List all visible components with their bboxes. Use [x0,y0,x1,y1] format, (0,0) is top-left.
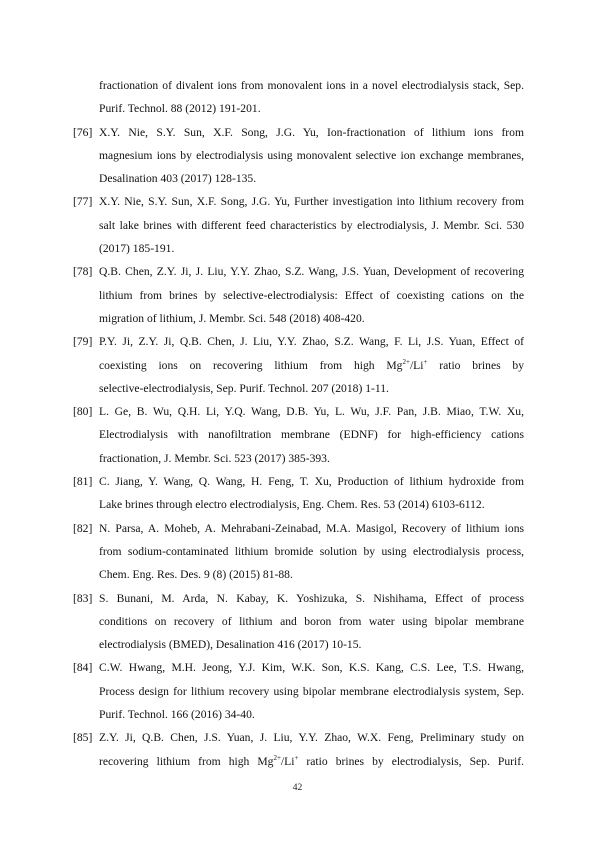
reference-number: [85] [73,731,93,745]
reference-82 [73,517,524,587]
reference-line: selective-electrodialysis, Sep. Purif. Technol. 207 (2018) 1-11. [99,381,389,395]
reference-line: Q.B. Chen, Z.Y. Ji, J. Liu, Y.Y. Zhao, S.Z. Wang, J.S. Yuan, Development of recovering [99,265,524,279]
reference-continuation [73,74,524,121]
reference-76 [73,121,524,191]
superscript: + [294,753,299,762]
reference-line: magnesium ions by electrodialysis using monovalent selective ion exchange membranes, [99,148,524,162]
text-segment: /Li [409,358,424,372]
reference-line: Desalination 403 (2017) 128-135. [99,172,257,186]
reference-number: [82] [73,521,93,535]
reference-line: L. Ge, B. Wu, Q.H. Li, Y.Q. Wang, D.B. Yu, L. Wu, J.F. Pan, J.B. Miao, T.W. Xu, [99,405,524,419]
reference-line: Z.Y. Ji, Q.B. Chen, J.S. Yuan, J. Liu, Y.Y. Zhao, W.X. Feng, Preliminary study on [99,731,524,745]
reference-line: P.Y. Ji, Z.Y. Ji, Q.B. Chen, J. Liu, Y.Y. Zhao, S.Z. Wang, F. Li, J.S. Yuan, Effect of [99,335,524,349]
reference-line: conditions on recovery of lithium and boron from water using bipolar membrane [99,614,524,628]
reference-line-with-superscript [99,354,524,377]
reference-line: electrodialysis (BMED), Desalination 416 (2017) 10-15. [99,638,362,652]
reference-number: [83] [73,591,93,605]
page-number: 42 [292,783,303,793]
text-segment: ratio brines by electrodialysis, Sep. Purif. [298,754,524,768]
reference-line: Chem. Eng. Res. Des. 9 (8) (2015) 81-88. [99,568,293,582]
reference-line-with-superscript [99,750,524,773]
reference-line: N. Parsa, A. Moheb, A. Mehrabani-Zeinabad, M.A. Masigol, Recovery of lithium ions [99,521,524,535]
reference-77 [73,190,524,260]
reference-number: [77] [73,195,93,209]
text-segment: recovering lithium from high Mg [99,754,274,768]
reference-line: fractionation, J. Membr. Sci. 523 (2017) 385-393. [99,451,330,465]
superscript: 2+ [402,357,410,366]
reference-line: from sodium-contaminated lithium bromide solution by using electrodialysis process, [99,544,524,558]
reference-line: Lake brines through electro electrodialysis, Eng. Chem. Res. 53 (2014) 6103-6112. [99,498,485,512]
reference-line: fractionation of divalent ions from monovalent ions in a novel electrodialysis stack, Sep. [99,79,524,92]
superscript: 2+ [273,753,281,762]
reference-line: migration of lithium, J. Membr. Sci. 548 (2018) 408-420. [99,311,365,325]
reference-list [73,74,524,773]
reference-83 [73,587,524,657]
reference-line: S. Bunani, M. Arda, N. Kabay, K. Yoshizuka, S. Nishihama, Effect of process [99,591,524,605]
reference-line: X.Y. Nie, S.Y. Sun, X.F. Song, J.G. Yu, Ion-fractionation of lithium ions from [99,125,524,139]
reference-81 [73,470,524,517]
text-segment: coexisting ions on recovering lithium from high Mg [99,358,403,372]
reference-number: [78] [73,265,93,279]
reference-line: salt lake brines with different feed characteristics by electrodialysis, J. Membr. Sci. 530 [99,218,524,232]
reference-number: [79] [73,335,93,349]
text-segment: /Li [280,754,295,768]
reference-79 [73,330,524,400]
reference-number: [76] [73,125,93,139]
reference-80 [73,400,524,470]
reference-85 [73,726,524,773]
superscript: + [423,357,428,366]
reference-line: lithium from brines by selective-electrodialysis: Effect of coexisting cations on the [99,288,524,302]
reference-number: [80] [73,405,93,419]
text-segment: ratio brines by [427,358,524,372]
reference-line: X.Y. Nie, S.Y. Sun, X.F. Song, J.G. Yu, Further investigation into lithium recovery from [99,195,524,209]
reference-line: Electrodialysis with nanofiltration membrane (EDNF) for high-efficiency cations [99,428,524,442]
reference-line: C. Jiang, Y. Wang, Q. Wang, H. Feng, T. Xu, Production of lithium hydroxide from [99,475,524,489]
reference-line: C.W. Hwang, M.H. Jeong, Y.J. Kim, W.K. Son, K.S. Kang, C.S. Lee, T.S. Hwang, [99,661,524,675]
reference-line: Purif. Technol. 166 (2016) 34-40. [99,708,255,722]
reference-78 [73,260,524,330]
reference-line: (2017) 185-191. [99,242,175,256]
reference-number: [81] [73,475,93,489]
reference-line: Process design for lithium recovery using bipolar membrane electrodialysis system, Sep. [99,684,524,698]
reference-number: [84] [73,661,93,675]
reference-line: Purif. Technol. 88 (2012) 191-201. [99,102,261,116]
reference-84 [73,656,524,726]
